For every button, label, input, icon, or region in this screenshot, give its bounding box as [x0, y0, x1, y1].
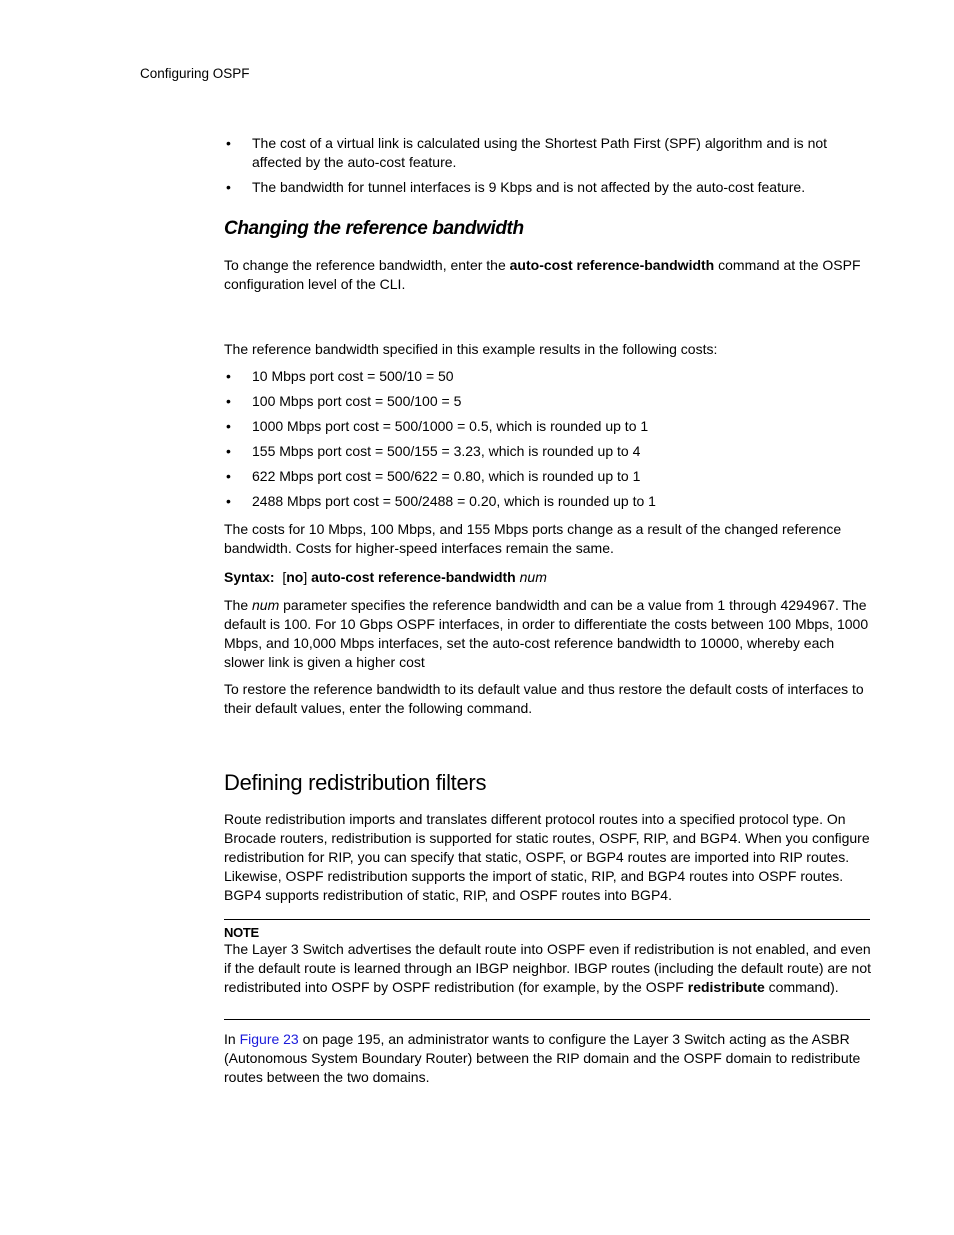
syntax-parameter: num: [519, 569, 547, 585]
parameter-text: num: [252, 597, 280, 613]
section-heading-redistribution-filters: Defining redistribution filters: [224, 770, 487, 795]
text-span: The Layer 3 Switch advertises the default route into OSPF even if redistribution is not enabled, and even if the default route is learned through an IBGP neighbor. IBGP routes (including the default route) are not redistributed into OSPF by OSPF redistribution (for example, by the OSPF: [224, 941, 872, 995]
note-bottom-rule: [224, 1019, 870, 1020]
paragraph-figure-reference: [224, 1030, 874, 1087]
syntax-command: auto-cost reference-bandwidth: [311, 569, 516, 585]
list-item: • 1000 Mbps port cost = 500/1000 = 0.5, which is rounded up to 1: [224, 417, 874, 436]
text-span: In: [224, 1031, 240, 1047]
text-span: command at the OSPF configuration level of the CLI.: [224, 257, 861, 292]
paragraph-num-parameter: [224, 596, 874, 672]
section-heading-reference-bandwidth: Changing the reference bandwidth: [224, 218, 524, 239]
list-item: • 100 Mbps port cost = 500/100 = 5: [224, 392, 874, 411]
text-span: on page 195, an administrator wants to configure the Layer 3 Switch acting as the ASBR (Autonomous System Boundary Router) between the RIP domain and the OSPF domain to redistribute routes between the two domains.: [224, 1031, 861, 1085]
paragraph-costs-intro: The reference bandwidth specified in this example results in the following costs:: [224, 341, 718, 357]
text-span: ]: [303, 569, 312, 585]
text-span: [: [274, 569, 287, 585]
paragraph-restore-default: To restore the reference bandwidth to its default value and thus restore the default costs of interfaces to their default values, enter the following command.: [224, 681, 864, 716]
paragraph-route-redistribution: Route redistribution imports and translates different protocol routes into a specified protocol type. On Brocade routers, redistribution is supported for static routes, OSPF, RIP, and BGP4. When you configure redistribution for RIP, you can specify that static, OSPF, or BGP4 routes are imported into RIP routes. Likewise, OSPF redistribution supports the import of static, RIP, and BGP4 routes into OSPF routes. BGP4 supports redistribution of static, RIP, and OSPF routes into BGP4.: [224, 811, 870, 903]
text-span: parameter specifies the reference bandwidth and can be a value from 1 through 4294967. The default is 100. For 10 Gbps OSPF interfaces, in order to differentiate the costs between 100 Mbps, 1000 Mbps, and 10,000 Mbps interfaces, set the auto-cost reference bandwidth to 10000, whereby each slower link is given a higher cost: [224, 597, 869, 670]
running-head: Configuring OSPF: [140, 66, 250, 81]
syntax-line: [224, 568, 874, 587]
note-label: NOTE: [224, 925, 259, 940]
paragraph-costs-change: The costs for 10 Mbps, 100 Mbps, and 155 Mbps ports change as a result of the changed reference bandwidth. Costs for higher-speed interfaces remain the same.: [224, 521, 842, 556]
text-span: To change the reference bandwidth, enter the: [224, 257, 510, 273]
figure-23-link[interactable]: Figure 23: [239, 1031, 299, 1047]
command-text: auto-cost reference-bandwidth: [509, 257, 715, 273]
note-text: [224, 940, 872, 997]
text-span: The: [224, 597, 253, 613]
syntax-keyword-no: no: [286, 569, 304, 585]
cost-bullet-list: [224, 367, 874, 511]
list-item: • 2488 Mbps port cost = 500/2488 = 0.20, which is rounded up to 1: [224, 492, 874, 511]
intro-bullet-list: [224, 134, 874, 197]
list-item: • 155 Mbps port cost = 500/155 = 3.23, which is rounded up to 4: [224, 442, 874, 461]
syntax-label: Syntax:: [224, 569, 275, 585]
list-item: • 622 Mbps port cost = 500/622 = 0.80, which is rounded up to 1: [224, 467, 874, 486]
list-item: • 10 Mbps port cost = 500/10 = 50: [224, 367, 874, 386]
text-span: command).: [764, 979, 839, 995]
command-text: redistribute: [687, 979, 765, 995]
paragraph-change-reference: [224, 256, 874, 294]
note-top-rule: [224, 919, 870, 920]
list-item: • The cost of a virtual link is calculated using the Shortest Path First (SPF) algorithm and is not affected by the auto-cost feature.: [224, 134, 874, 172]
list-item: • The bandwidth for tunnel interfaces is 9 Kbps and is not affected by the auto-cost feature.: [224, 178, 874, 197]
